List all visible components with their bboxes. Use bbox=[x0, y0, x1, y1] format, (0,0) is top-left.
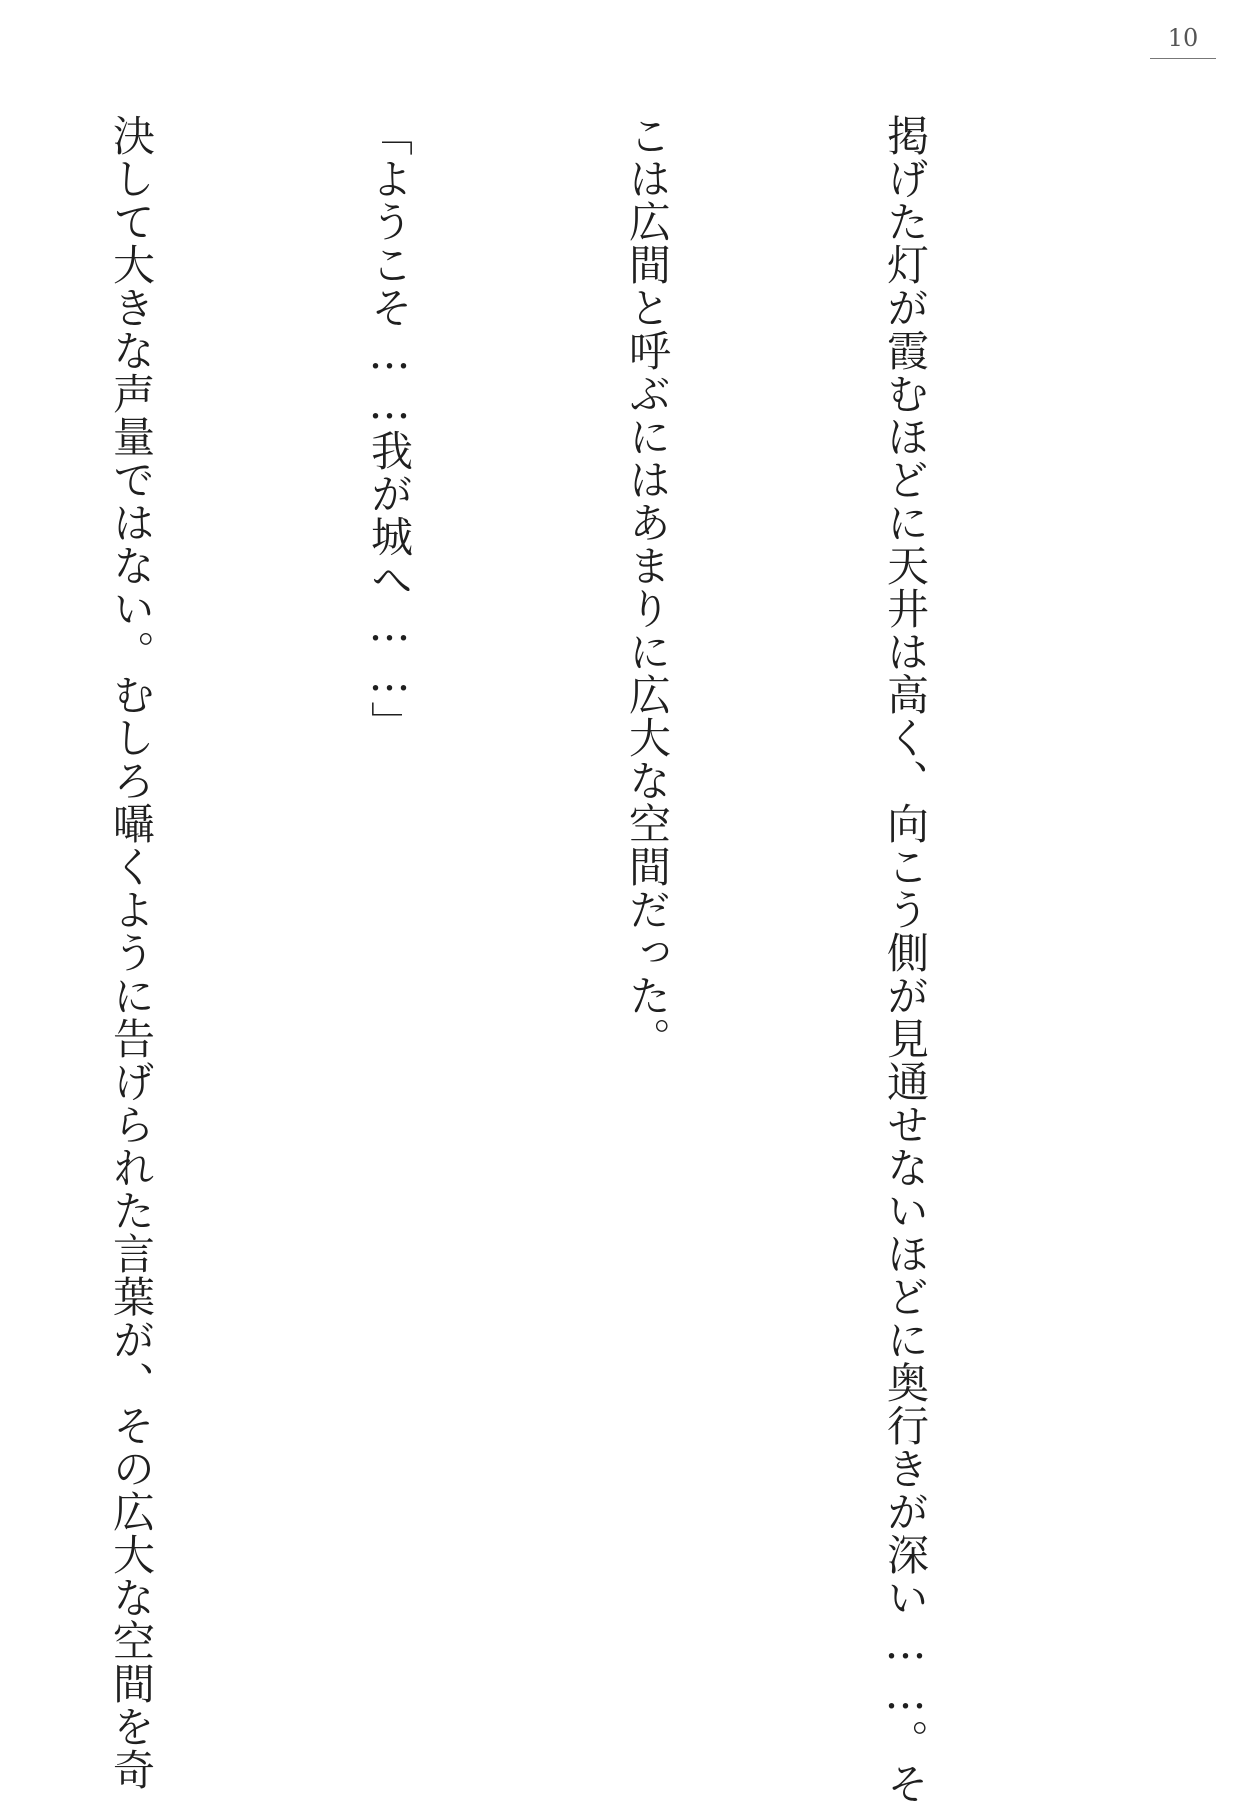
text-line: こは広間と呼ぶにはあまりに広大な空間だった。 bbox=[623, 114, 672, 1060]
text-line: 「ようこそ……我が城へ……」 bbox=[365, 114, 414, 744]
text-line: 掲げた灯が霞むほどに天井は高く、向こう側が見通せないほどに奥行きが深い……。そ bbox=[881, 114, 930, 1805]
text-line: 決して大きな声量ではない。むしろ囁くように告げられた言葉が、その広大な空間を奇 bbox=[107, 114, 156, 1791]
vertical-text-body bbox=[0, 114, 1120, 1805]
page-number-rule bbox=[1150, 58, 1216, 59]
page-number: 10 bbox=[1167, 24, 1199, 52]
